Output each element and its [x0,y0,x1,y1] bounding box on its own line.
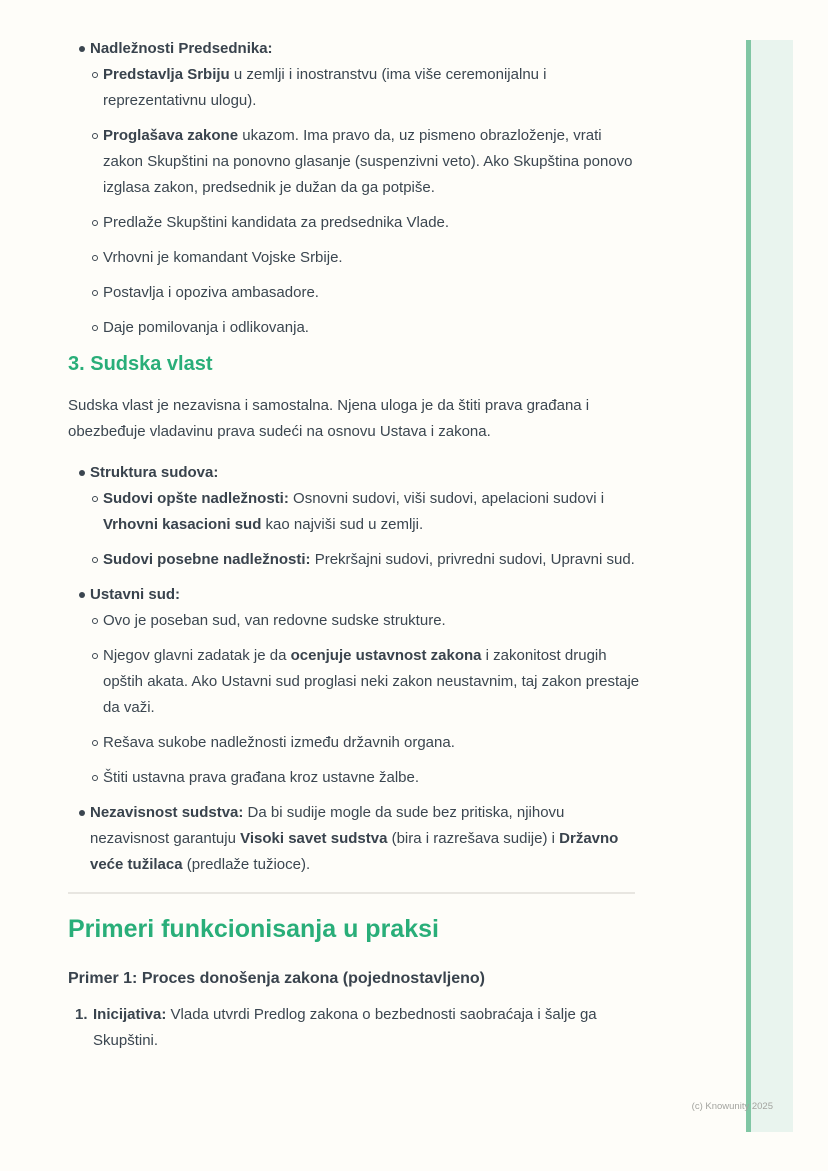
circle-bullet-icon [92,740,98,746]
sub-list-item-text: Daje pomilovanja i odlikovanja. [103,319,309,336]
paragraph-sudska-vlast: Sudska vlast je nezavisna i samostalna. Njena uloga je da štiti prava građana i obezbeđuje vladavinu prava sudeći na osnovu Ustava i zakona. [68,397,590,440]
sub-list-item [90,730,640,756]
section-divider [68,892,635,894]
sub-list-item [90,245,640,271]
sub-list-item-text: Vrhovni je komandant Vojske Srbije. [103,249,343,266]
list-item-text: Nadležnosti Predsednika: [90,40,273,57]
sub-list-item [90,280,640,306]
bullet-icon [79,810,85,816]
bullet-icon [79,46,85,52]
bullet-icon [79,592,85,598]
sub-list-item-text: Postavlja i opoziva ambasadore. [103,284,319,301]
document-content [68,36,640,1054]
circle-bullet-icon [92,255,98,261]
sub-bullet-list [90,608,640,791]
footer-copyright: (c) Knowunity 2025 [691,1101,773,1112]
bullet-icon [79,470,85,476]
list-item [68,460,640,573]
sub-list-item [90,210,640,236]
circle-bullet-icon [92,72,98,78]
section-heading-sudska-vlast: 3. Sudska vlast [68,353,213,375]
list-item [68,582,640,791]
list-item [68,800,640,878]
sub-list-item [90,123,640,201]
subheading-primer-1: Primer 1: Proces donošenja zakona (pojednostavljeno) [68,970,485,987]
sub-list-item [90,62,640,114]
sub-list-item-text: Proglašava zakone ukazom. Ima pravo da, uz pismeno obrazloženje, vrati zakon Skupštini na ponovno glasanje (suspenzivni veto). Ako Skupština ponovo izglasa zakon, predsednik je dužan da ga potpiše. [103,127,633,196]
list-item-text: Ustavni sud: [90,586,181,603]
sub-list-item [90,315,640,341]
sub-list-item [90,547,640,573]
list-item [68,36,640,341]
circle-bullet-icon [92,618,98,624]
sub-list-item [90,765,640,791]
sub-list-item-text: Predlaže Skupštini kandidata za predsednika Vlade. [103,214,450,231]
circle-bullet-icon [92,220,98,226]
circle-bullet-icon [92,775,98,781]
sub-list-item-text: Njegov glavni zadatak je da ocenjuje ustavnost zakona i zakonitost drugih opštih akata. Ako Ustavni sud proglasi neki zakon neustavnim, taj zakon prestaje da važi. [103,647,640,716]
circle-bullet-icon [92,133,98,139]
circle-bullet-icon [92,325,98,331]
sub-list-item [90,643,640,721]
sub-list-item [90,486,640,538]
page-accent-bar [746,40,793,1132]
sub-list-item-text: Rešava sukobe nadležnosti između državnih organa. [103,734,455,751]
list-item-text: Struktura sudova: [90,464,219,481]
circle-bullet-icon [92,557,98,563]
numbered-list-item-text: Inicijativa: Vlada utvrdi Predlog zakona o bezbednosti saobraćaja i šalje ga Skupštini. [93,1006,597,1049]
sub-list-item-text: Sudovi opšte nadležnosti: Osnovni sudovi, viši sudovi, apelacioni sudovi i Vrhovni kasacioni sud kao najviši sud u zemlji. [103,490,605,533]
section-heading-primeri: Primeri funkcionisanja u praksi [68,915,439,943]
sub-bullet-list [90,486,640,573]
sub-list-item-text: Štiti ustavna prava građana kroz ustavne žalbe. [103,769,420,786]
circle-bullet-icon [92,496,98,502]
sub-list-item-text: Ovo je poseban sud, van redovne sudske strukture. [103,612,446,629]
numbered-list-item [68,1002,640,1054]
circle-bullet-icon [92,290,98,296]
bullet-list-president [68,36,640,341]
circle-bullet-icon [92,653,98,659]
sub-list-item-text: Sudovi posebne nadležnosti: Prekršajni sudovi, privredni sudovi, Upravni sud. [103,551,635,568]
list-item-text: Nezavisnost sudstva: Da bi sudije mogle da sude bez pritiska, njihovu nezavisnost garantuju Visoki savet sudstva (bira i razrešava sudije) i Državno veće tužilaca (predlaže tužioce). [90,804,619,873]
list-number: 1. [75,1006,88,1023]
sub-bullet-list [90,62,640,341]
numbered-list-steps [68,1002,640,1054]
sub-list-item-text: Predstavlja Srbiju u zemlji i inostranstvu (ima više ceremonijalnu i reprezentativnu ulogu). [103,66,547,109]
bullet-list-courts [68,460,640,878]
sub-list-item [90,608,640,634]
